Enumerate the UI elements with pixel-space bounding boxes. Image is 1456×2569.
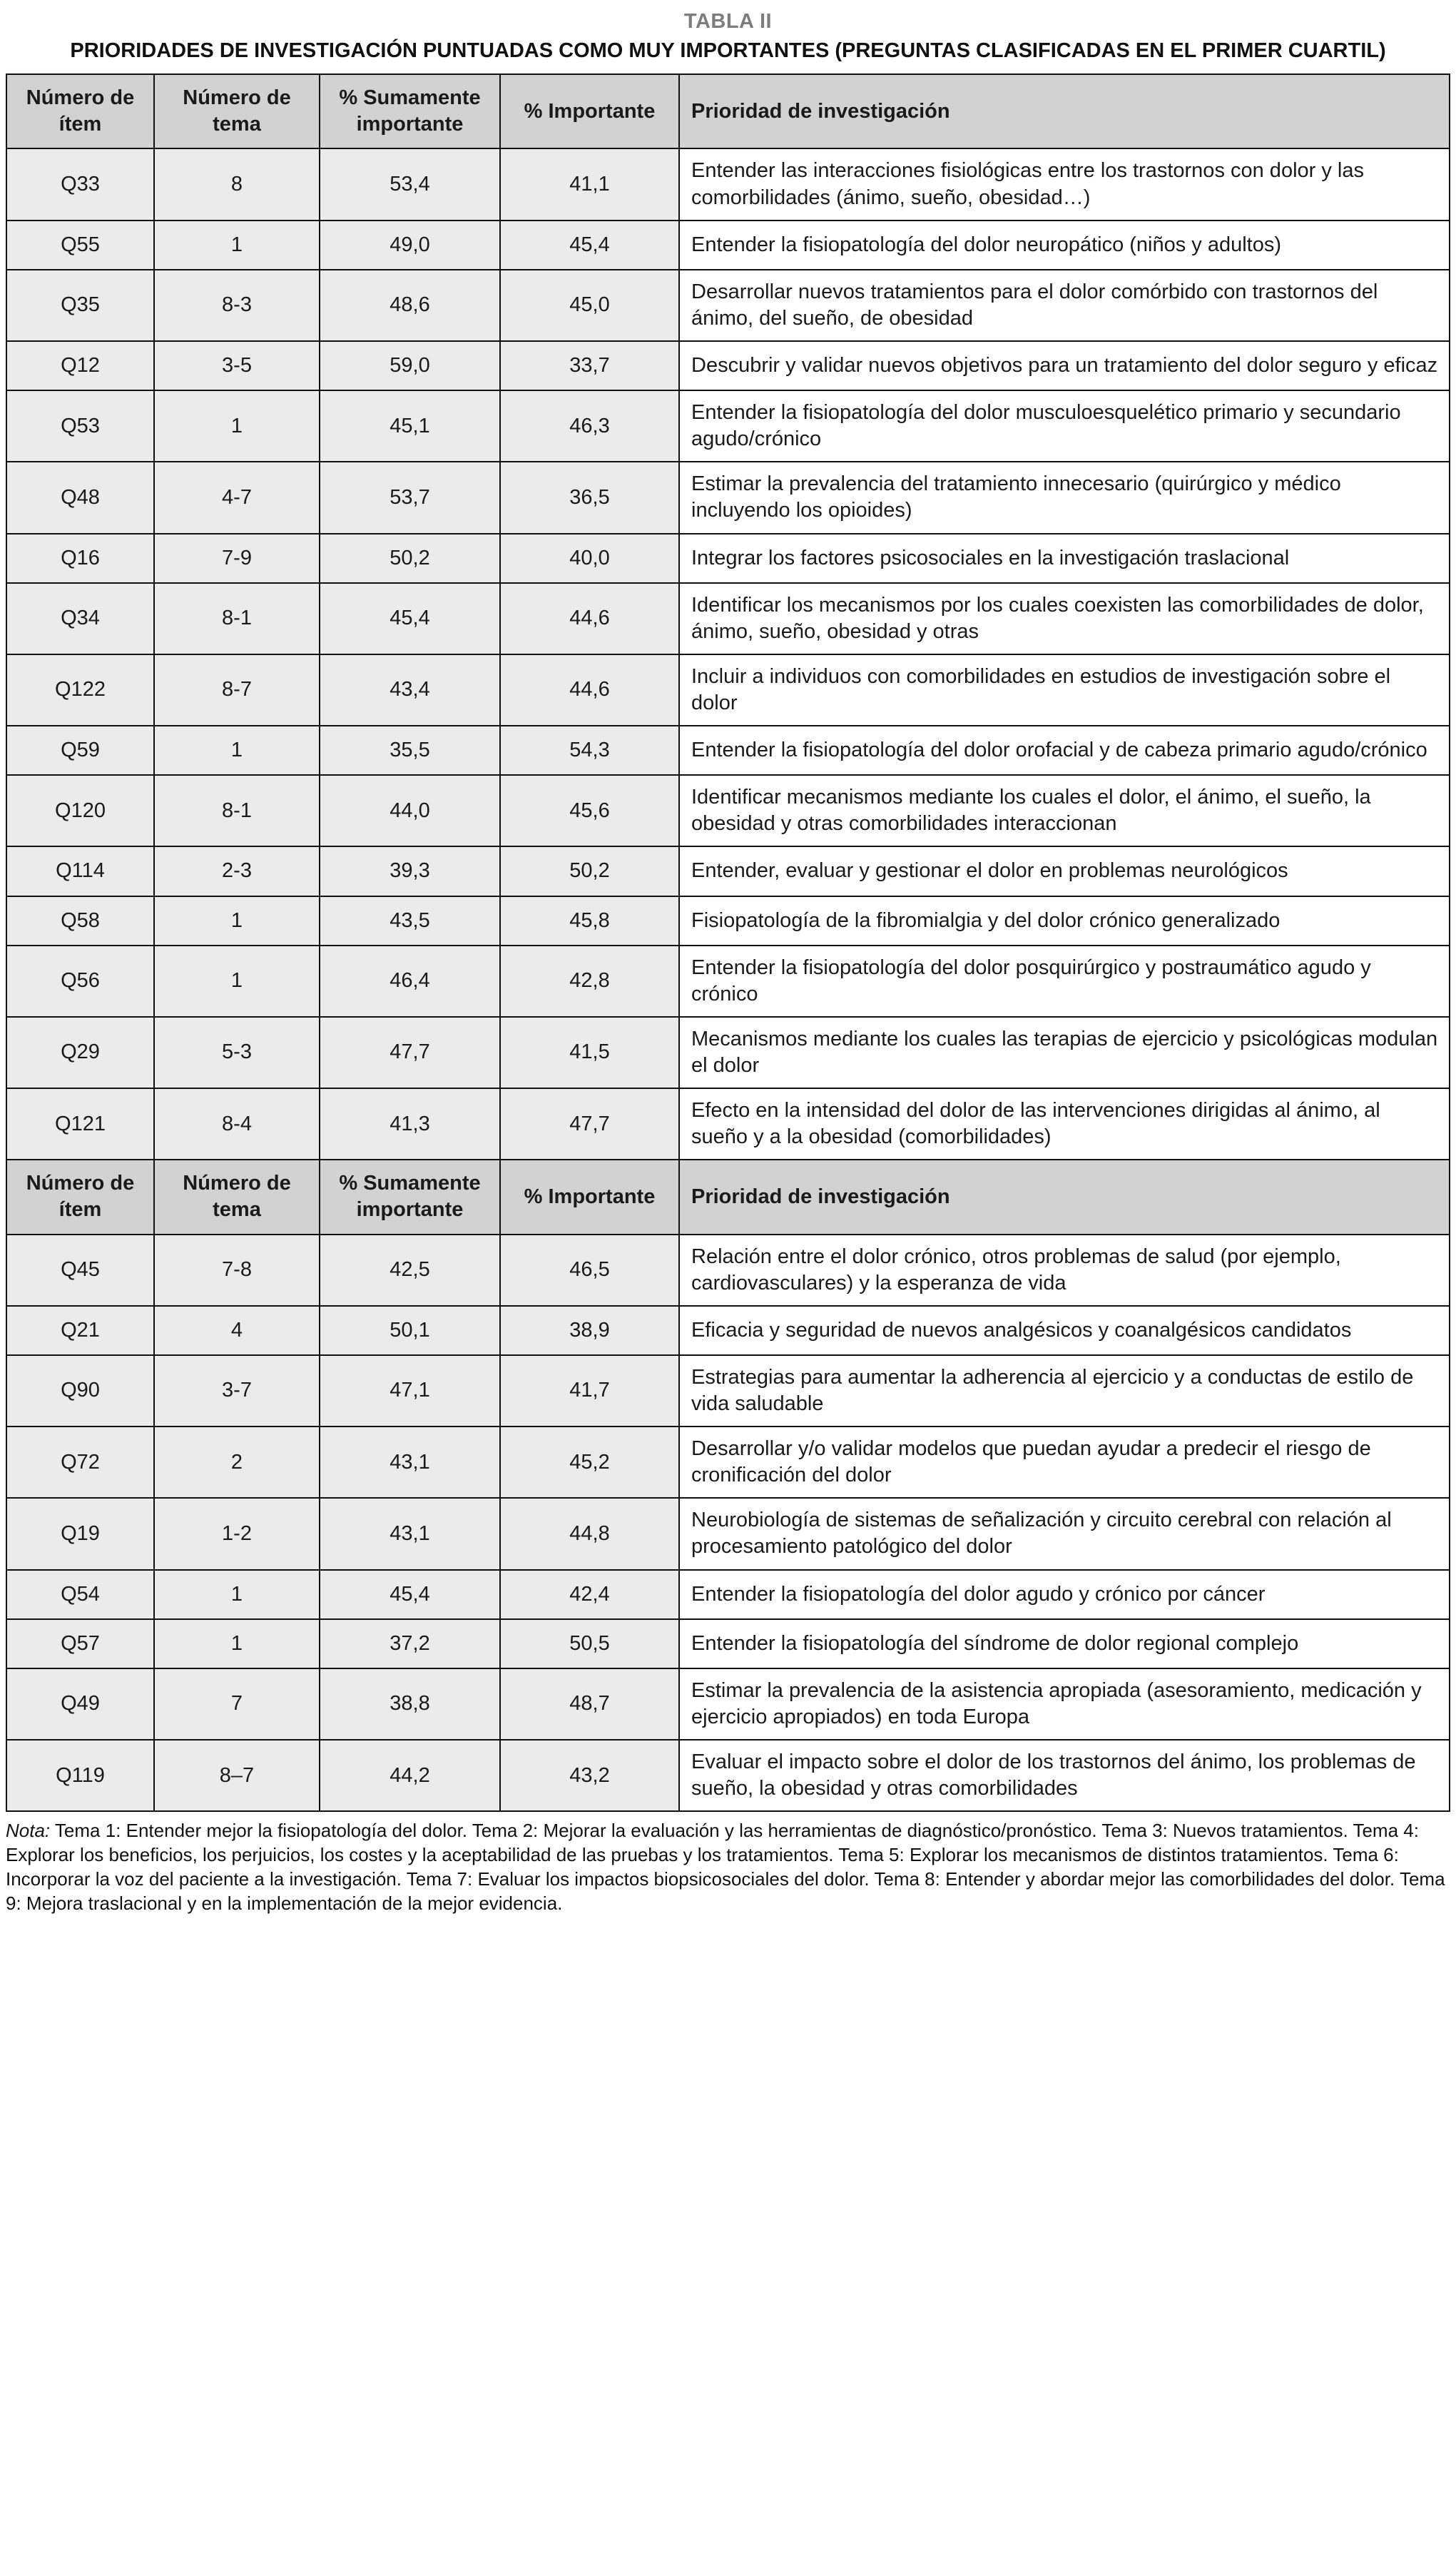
table-row: [6, 654, 1450, 726]
priority-cell: Estimar la prevalencia de la asistencia apropiada (asesoramiento, medicación y ejercicio apropiados) en toda Europa: [679, 1668, 1450, 1740]
theme-number-cell: 8-1: [154, 775, 320, 846]
theme-number-cell: 8-3: [154, 270, 320, 341]
theme-number-cell: 2-3: [154, 846, 320, 896]
theme-number-cell: 7-8: [154, 1235, 320, 1306]
important-cell: 41,7: [500, 1355, 679, 1427]
extremely-important-cell: 39,3: [320, 846, 500, 896]
extremely-important-cell: 50,2: [320, 534, 500, 583]
item-number-cell: Q12: [6, 341, 154, 390]
important-cell: 41,5: [500, 1017, 679, 1088]
priority-cell: Relación entre el dolor crónico, otros problemas de salud (por ejemplo, cardiovasculares) y la esperanza de vida: [679, 1235, 1450, 1306]
item-number-cell: Q122: [6, 654, 154, 726]
priority-cell: Estimar la prevalencia del tratamiento innecesario (quirúrgico y médico incluyendo los opioides): [679, 462, 1450, 533]
table-note: [6, 1819, 1450, 1915]
extremely-important-cell: 43,5: [320, 896, 500, 946]
important-cell: 45,2: [500, 1427, 679, 1498]
important-cell: 41,1: [500, 148, 679, 220]
table-row: [6, 148, 1450, 220]
table-row: [6, 1668, 1450, 1740]
table-row: [6, 896, 1450, 946]
important-cell: 44,6: [500, 654, 679, 726]
theme-number-cell: 8: [154, 148, 320, 220]
theme-number-cell: 3-5: [154, 341, 320, 390]
item-number-cell: Q57: [6, 1619, 154, 1668]
extremely-important-cell: 44,2: [320, 1740, 500, 1811]
extremely-important-cell: 35,5: [320, 726, 500, 775]
priorities-table: [6, 74, 1450, 1812]
theme-number-cell: 5-3: [154, 1017, 320, 1088]
table-header-row: [6, 1160, 1450, 1234]
priority-cell: Entender la fisiopatología del dolor agudo y crónico por cáncer: [679, 1570, 1450, 1619]
theme-number-cell: 1-2: [154, 1498, 320, 1569]
important-cell: 48,7: [500, 1668, 679, 1740]
item-number-cell: Q34: [6, 583, 154, 654]
item-number-cell: Q33: [6, 148, 154, 220]
table-row: [6, 390, 1450, 462]
priority-cell: Entender, evaluar y gestionar el dolor en problemas neurológicos: [679, 846, 1450, 896]
extremely-important-cell: 43,1: [320, 1427, 500, 1498]
important-cell: 45,6: [500, 775, 679, 846]
theme-number-cell: 1: [154, 896, 320, 946]
column-header: Prioridad de investigación: [679, 1160, 1450, 1234]
extremely-important-cell: 48,6: [320, 270, 500, 341]
important-cell: 44,6: [500, 583, 679, 654]
item-number-cell: Q35: [6, 270, 154, 341]
priority-cell: Mecanismos mediante los cuales las terapias de ejercicio y psicológicas modulan el dolor: [679, 1017, 1450, 1088]
item-number-cell: Q45: [6, 1235, 154, 1306]
priority-cell: Evaluar el impacto sobre el dolor de los trastornos del ánimo, los problemas de sueño, la obesidad y otras comorbilidades: [679, 1740, 1450, 1811]
extremely-important-cell: 43,1: [320, 1498, 500, 1569]
priority-cell: Desarrollar y/o validar modelos que puedan ayudar a predecir el riesgo de cronificación del dolor: [679, 1427, 1450, 1498]
priority-cell: Estrategias para aumentar la adherencia al ejercicio y a conductas de estilo de vida saludable: [679, 1355, 1450, 1427]
theme-number-cell: 8-4: [154, 1088, 320, 1160]
column-header: % Sumamente importante: [320, 74, 500, 148]
theme-number-cell: 8-1: [154, 583, 320, 654]
item-number-cell: Q29: [6, 1017, 154, 1088]
priority-cell: Identificar mecanismos mediante los cuales el dolor, el ánimo, el sueño, la obesidad y otras comorbilidades interaccionan: [679, 775, 1450, 846]
important-cell: 43,2: [500, 1740, 679, 1811]
extremely-important-cell: 47,1: [320, 1355, 500, 1427]
priority-cell: Entender la fisiopatología del dolor orofacial y de cabeza primario agudo/crónico: [679, 726, 1450, 775]
item-number-cell: Q53: [6, 390, 154, 462]
item-number-cell: Q48: [6, 462, 154, 533]
extremely-important-cell: 49,0: [320, 221, 500, 270]
table-row: [6, 1355, 1450, 1427]
table-row: [6, 846, 1450, 896]
extremely-important-cell: 37,2: [320, 1619, 500, 1668]
priority-cell: Identificar los mecanismos por los cuales coexisten las comorbilidades de dolor, ánimo, sueño, obesidad y otras: [679, 583, 1450, 654]
important-cell: 45,4: [500, 221, 679, 270]
theme-number-cell: 1: [154, 946, 320, 1017]
table-row: [6, 775, 1450, 846]
table-row: [6, 583, 1450, 654]
table-row: [6, 1740, 1450, 1811]
item-number-cell: Q120: [6, 775, 154, 846]
item-number-cell: Q59: [6, 726, 154, 775]
theme-number-cell: 3-7: [154, 1355, 320, 1427]
priority-cell: Neurobiología de sistemas de señalización y circuito cerebral con relación al procesamiento patológico del dolor: [679, 1498, 1450, 1569]
table-row: [6, 1017, 1450, 1088]
theme-number-cell: 7-9: [154, 534, 320, 583]
important-cell: 44,8: [500, 1498, 679, 1569]
extremely-important-cell: 42,5: [320, 1235, 500, 1306]
column-header: Número de ítem: [6, 74, 154, 148]
item-number-cell: Q121: [6, 1088, 154, 1160]
important-cell: 38,9: [500, 1306, 679, 1355]
note-text: Tema 1: Entender mejor la fisiopatología del dolor. Tema 2: Mejorar la evaluación y las herramientas de diagnóstico/pronóstico. Tema 3: Nuevos tratamientos. Tema 4: Explorar los beneficios, los perjuicios, los costes y la aceptabilidad de las pruebas y los tratamientos. Tema 5: Explorar los mecanismos de distintos tratamientos. Tema 6: Incorporar la voz del paciente a la investigación. Tema 7: Evaluar los impactos biopsicosociales del dolor. Tema 8: Entender y abordar mejor las comorbilidades del dolor. Tema 9: Mejora traslacional y en la implementación de la mejor evidencia.: [6, 1820, 1445, 1914]
priority-cell: Fisiopatología de la fibromialgia y del dolor crónico generalizado: [679, 896, 1450, 946]
extremely-important-cell: 59,0: [320, 341, 500, 390]
table-row: [6, 341, 1450, 390]
theme-number-cell: 1: [154, 726, 320, 775]
table-header-row: [6, 74, 1450, 148]
priority-cell: Desarrollar nuevos tratamientos para el dolor comórbido con trastornos del ánimo, del sueño, de obesidad: [679, 270, 1450, 341]
priority-cell: Entender la fisiopatología del dolor neuropático (niños y adultos): [679, 221, 1450, 270]
theme-number-cell: 1: [154, 390, 320, 462]
theme-number-cell: 4-7: [154, 462, 320, 533]
column-header: Número de tema: [154, 74, 320, 148]
column-header: Prioridad de investigación: [679, 74, 1450, 148]
priority-cell: Integrar los factores psicosociales en la investigación traslacional: [679, 534, 1450, 583]
important-cell: 47,7: [500, 1088, 679, 1160]
extremely-important-cell: 47,7: [320, 1017, 500, 1088]
priority-cell: Incluir a individuos con comorbilidades en estudios de investigación sobre el dolor: [679, 654, 1450, 726]
column-header: Número de ítem: [6, 1160, 154, 1234]
theme-number-cell: 8-7: [154, 654, 320, 726]
priority-cell: Entender la fisiopatología del dolor posquirúrgico y postraumático agudo y crónico: [679, 946, 1450, 1017]
item-number-cell: Q49: [6, 1668, 154, 1740]
item-number-cell: Q54: [6, 1570, 154, 1619]
extremely-important-cell: 53,4: [320, 148, 500, 220]
important-cell: 45,0: [500, 270, 679, 341]
item-number-cell: Q16: [6, 534, 154, 583]
table-row: [6, 1427, 1450, 1498]
important-cell: 42,4: [500, 1570, 679, 1619]
priorities-table-body: [6, 74, 1450, 1811]
theme-number-cell: 8–7: [154, 1740, 320, 1811]
extremely-important-cell: 41,3: [320, 1088, 500, 1160]
item-number-cell: Q58: [6, 896, 154, 946]
extremely-important-cell: 46,4: [320, 946, 500, 1017]
table-row: [6, 534, 1450, 583]
table-row: [6, 1498, 1450, 1569]
priority-cell: Descubrir y validar nuevos objetivos para un tratamiento del dolor seguro y eficaz: [679, 341, 1450, 390]
priority-cell: Entender la fisiopatología del síndrome de dolor regional complejo: [679, 1619, 1450, 1668]
important-cell: 50,5: [500, 1619, 679, 1668]
table-label: TABLA II: [683, 10, 773, 33]
item-number-cell: Q55: [6, 221, 154, 270]
important-cell: 33,7: [500, 341, 679, 390]
theme-number-cell: 4: [154, 1306, 320, 1355]
table-row: [6, 1306, 1450, 1355]
table-row: [6, 1570, 1450, 1619]
extremely-important-cell: 45,1: [320, 390, 500, 462]
extremely-important-cell: 53,7: [320, 462, 500, 533]
table-row: [6, 221, 1450, 270]
item-number-cell: Q56: [6, 946, 154, 1017]
extremely-important-cell: 44,0: [320, 775, 500, 846]
table-row: [6, 726, 1450, 775]
table-row: [6, 1088, 1450, 1160]
column-header: % Importante: [500, 1160, 679, 1234]
important-cell: 42,8: [500, 946, 679, 1017]
table-row: [6, 946, 1450, 1017]
extremely-important-cell: 45,4: [320, 1570, 500, 1619]
title-block: [6, 10, 1450, 64]
extremely-important-cell: 45,4: [320, 583, 500, 654]
column-header: % Sumamente importante: [320, 1160, 500, 1234]
theme-number-cell: 1: [154, 1619, 320, 1668]
item-number-cell: Q19: [6, 1498, 154, 1569]
item-number-cell: Q119: [6, 1740, 154, 1811]
item-number-cell: Q21: [6, 1306, 154, 1355]
theme-number-cell: 7: [154, 1668, 320, 1740]
priority-cell: Efecto en la intensidad del dolor de las intervenciones dirigidas al ánimo, al sueño y a la obesidad (comorbilidades): [679, 1088, 1450, 1160]
extremely-important-cell: 50,1: [320, 1306, 500, 1355]
important-cell: 36,5: [500, 462, 679, 533]
column-header: Número de tema: [154, 1160, 320, 1234]
priority-cell: Eficacia y seguridad de nuevos analgésicos y coanalgésicos candidatos: [679, 1306, 1450, 1355]
important-cell: 40,0: [500, 534, 679, 583]
extremely-important-cell: 43,4: [320, 654, 500, 726]
priority-cell: Entender la fisiopatología del dolor musculoesquelético primario y secundario agudo/crónico: [679, 390, 1450, 462]
important-cell: 54,3: [500, 726, 679, 775]
important-cell: 50,2: [500, 846, 679, 896]
theme-number-cell: 1: [154, 221, 320, 270]
note-label: Nota:: [6, 1820, 51, 1842]
table-title: PRIORIDADES DE INVESTIGACIÓN PUNTUADAS COMO MUY IMPORTANTES (PREGUNTAS CLASIFICADAS EN EL PRIMER CUARTIL): [70, 39, 1386, 62]
table-row: [6, 270, 1450, 341]
table-row: [6, 1235, 1450, 1306]
table-row: [6, 1619, 1450, 1668]
table-row: [6, 462, 1450, 533]
column-header: % Importante: [500, 74, 679, 148]
theme-number-cell: 1: [154, 1570, 320, 1619]
priority-cell: Entender las interacciones fisiológicas entre los trastornos con dolor y las comorbilidades (ánimo, sueño, obesidad…): [679, 148, 1450, 220]
theme-number-cell: 2: [154, 1427, 320, 1498]
item-number-cell: Q72: [6, 1427, 154, 1498]
item-number-cell: Q90: [6, 1355, 154, 1427]
important-cell: 46,5: [500, 1235, 679, 1306]
important-cell: 46,3: [500, 390, 679, 462]
important-cell: 45,8: [500, 896, 679, 946]
extremely-important-cell: 38,8: [320, 1668, 500, 1740]
item-number-cell: Q114: [6, 846, 154, 896]
